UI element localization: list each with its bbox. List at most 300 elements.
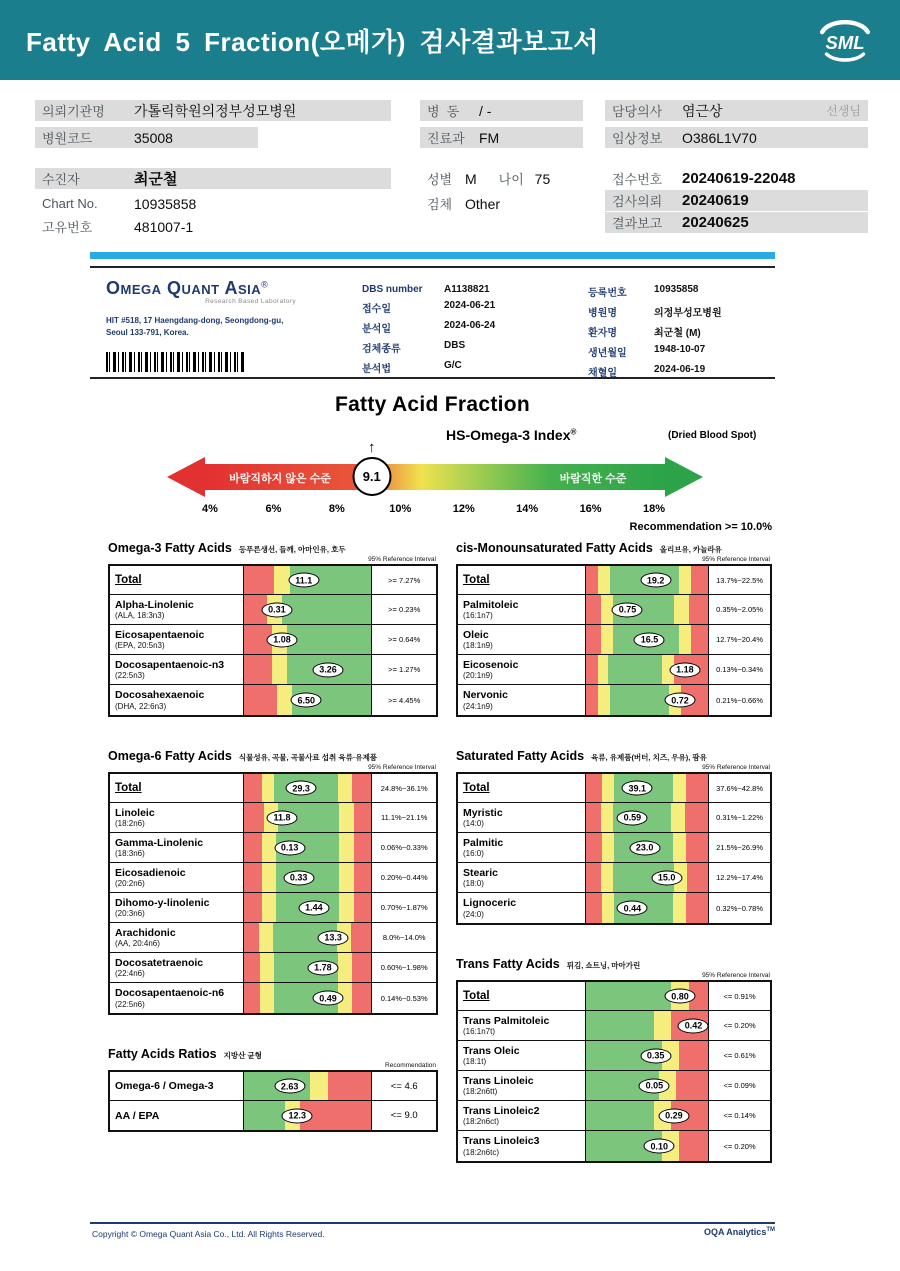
row-reference: <= 0.20% (723, 1021, 756, 1030)
oqa-fields-right (588, 284, 722, 379)
fa-row (458, 863, 770, 893)
value-pill: 19.2 (640, 573, 671, 588)
field-label: 접수번호 (612, 172, 663, 187)
row-reference: 0.06%~0.33% (380, 843, 428, 852)
section-omega6 (108, 749, 438, 1015)
fa-row (458, 1011, 770, 1041)
value-pill: 12.3 (282, 1108, 313, 1123)
bar-segment-green (586, 1011, 654, 1040)
row-name-cell (458, 685, 586, 715)
gauge-right-arrowhead (665, 457, 703, 497)
bar-segment-red (244, 685, 277, 715)
fa-row (458, 982, 770, 1011)
field-label: 검사의뢰 (612, 194, 663, 209)
fa-table (108, 1070, 438, 1132)
sections-col-left (108, 541, 438, 1163)
row-name-cell (110, 983, 244, 1013)
field-clinical-info (605, 127, 868, 148)
field-value: 481007-1 (134, 218, 194, 235)
oqa-field-label: 접수일 (362, 304, 391, 315)
bar-segment-red (687, 863, 708, 892)
gauge-tick-label: 10% (389, 503, 412, 515)
row-reference: 0.13%~0.34% (716, 665, 764, 674)
row-name-cell (110, 685, 244, 715)
fa-row (458, 803, 770, 833)
section-header (108, 749, 438, 763)
section-subtitle: 식물성유, 곡물, 곡물사료 섭취 육류·유제품 (238, 753, 378, 762)
row-name-cell (458, 982, 586, 1010)
row-name: Palmitic (463, 836, 504, 849)
field-label: Chart No. (42, 196, 98, 211)
bar-segment-red (354, 833, 372, 862)
gauge-tick-label: 6% (265, 503, 282, 515)
gauge-tick-label: 8% (328, 503, 345, 515)
fa-table (108, 564, 438, 717)
row-subname: (DHA, 22:6n3) (115, 701, 167, 711)
value-pill: 1.08 (266, 632, 297, 647)
row-subname: (18:2n6tt) (463, 1087, 498, 1097)
value-pill: 0.72 (665, 693, 696, 708)
bar-segment-green (287, 625, 371, 654)
section-subtitle: 등푸른생선, 들깨, 아마인유, 호두 (238, 545, 346, 554)
fa-row (110, 685, 436, 715)
row-bar (244, 893, 373, 922)
oqa-field-value: 1948-10-07 (654, 344, 706, 355)
oqa-field-label: 채혈일 (588, 368, 617, 379)
bar-segment-red (685, 803, 708, 832)
row-name-cell (110, 774, 244, 802)
reference-interval-header: 95% Reference Interval (702, 972, 770, 979)
value-pill: 11.1 (288, 573, 319, 588)
fa-row (458, 833, 770, 863)
row-subname: (18:0) (463, 879, 484, 889)
bar-segment-red (354, 803, 372, 832)
oqa-analytics-brand (90, 1227, 775, 1237)
section-header (456, 749, 772, 763)
row-reference: >= 0.64% (388, 635, 421, 644)
fa-table (456, 980, 772, 1163)
oqa-field-label: 분석일 (362, 324, 391, 335)
row-name: Trans Oleic (463, 1044, 520, 1057)
section-trans (456, 957, 772, 1163)
fa-row (110, 1101, 436, 1130)
row-name: Docosapentaenoic-n6 (115, 987, 225, 1000)
row-reference: <= 9.0 (390, 1110, 418, 1121)
row-name: Myristic (463, 806, 503, 819)
oqa-address-line2: Seoul 133-791, Korea. (106, 328, 189, 338)
gauge-tick-label: 12% (452, 503, 475, 515)
bar-segment-red (586, 655, 598, 684)
field-examinee (35, 168, 391, 189)
oqa-logo-text: Omega Quant Asia (106, 278, 262, 298)
row-subname: (18:3n6) (115, 849, 145, 859)
bar-segment-red (352, 983, 371, 1013)
field-value: Other (465, 195, 501, 212)
brand-text: OQA Analytics (703, 1227, 767, 1237)
field-value: 최군철 (134, 171, 178, 188)
row-name-cell (110, 655, 244, 684)
row-name: Omega-6 / Omega-3 (115, 1080, 214, 1093)
section-title: Trans Fatty Acids (456, 957, 560, 971)
bar-segment-yellow (260, 983, 274, 1013)
bar-segment-red (351, 923, 371, 952)
fa-row (110, 893, 436, 923)
row-reference: 21.5%~26.9% (716, 843, 764, 852)
value-pill: 0.05 (639, 1078, 670, 1093)
row-bar (244, 566, 373, 594)
field-value: FM (479, 129, 500, 146)
row-bar (586, 774, 709, 802)
fa-row (458, 685, 770, 715)
row-name: Docosapentaenoic-n3 (115, 658, 225, 671)
bar-segment-red (586, 774, 602, 802)
row-subname: (16:1n7) (463, 611, 493, 621)
field-specimen (420, 193, 605, 214)
value-pill: 0.42 (678, 1018, 709, 1033)
fa-row (110, 595, 436, 625)
section-saturated (456, 749, 772, 925)
row-subname: (18:1t) (463, 1057, 487, 1067)
bar-segment-red (686, 833, 708, 862)
bar-segment-yellow (601, 595, 613, 624)
oqa-header-section (90, 266, 775, 379)
value-pill: 1.78 (307, 960, 338, 975)
row-name: Arachidonic (115, 926, 176, 939)
bar-segment-yellow (260, 953, 274, 982)
reference-interval-header: 95% Reference Interval (702, 764, 770, 771)
reference-interval-header: Recommendation (385, 1062, 436, 1069)
bar-segment-red (352, 774, 371, 802)
row-name: Total (115, 573, 142, 586)
section-subtitle: 튀김, 쇼트닝, 마아가린 (566, 961, 641, 970)
fa-row (458, 1131, 770, 1161)
bar-segment-yellow (598, 655, 608, 684)
field-request-date (605, 190, 868, 211)
row-subname: (18:2n6ct) (463, 1117, 500, 1127)
value-pill: 0.13 (274, 840, 305, 855)
row-bar (586, 893, 709, 923)
value-pill: 1.44 (298, 900, 329, 915)
bar-segment-red (586, 833, 602, 862)
bar-segment-yellow (673, 833, 686, 862)
fa-row (458, 1101, 770, 1131)
sml-logo-graphic (816, 14, 874, 66)
section-subtitle: 올리브유, 카놀라유 (659, 545, 722, 554)
row-reference: 11.1%~21.1% (381, 813, 428, 822)
value-pill: 13.3 (318, 930, 349, 945)
row-subname: (20:2n6) (115, 879, 145, 889)
doctor-honorific: 선생님 (826, 104, 861, 118)
footer-divider (90, 1222, 775, 1224)
row-subname: (18:2n6) (115, 819, 145, 829)
bar-segment-red (244, 833, 262, 862)
row-name: Stearic (463, 866, 499, 879)
row-bar (586, 1131, 709, 1161)
gauge-bad-label: 바람직하지 않은 수준 (229, 473, 331, 485)
section-header (108, 541, 438, 555)
field-label: 담당의사 (612, 104, 663, 119)
value-pill: 0.44 (617, 901, 648, 916)
gauge-left-arrowhead (167, 457, 205, 497)
bar-segment-red (679, 1041, 708, 1070)
row-bar (586, 1101, 709, 1130)
field-unique-no (35, 216, 335, 237)
row-name: Oleic (463, 628, 489, 641)
oqa-logo-tagline: Research Based Laboratory (205, 298, 296, 305)
row-reference: 12.2%~17.4% (716, 873, 764, 882)
value-pill: 15.0 (651, 870, 682, 885)
section-header (456, 957, 772, 971)
row-reference: <= 0.14% (723, 1111, 756, 1120)
fa-row (110, 1072, 436, 1101)
row-reference: 37.6%~42.8% (716, 783, 764, 793)
row-bar (244, 983, 373, 1013)
row-name: Linoleic (115, 806, 155, 819)
bar-segment-red (354, 863, 372, 892)
gauge-tick-label: 18% (642, 503, 666, 515)
value-pill: 11.8 (266, 810, 297, 825)
field-org (35, 100, 391, 121)
oqa-field-label: 분석법 (362, 364, 391, 375)
value-pill: 0.75 (612, 602, 643, 617)
section-title: Saturated Fatty Acids (456, 749, 585, 763)
section-subtitle: 육류, 유제품(버터, 치즈, 우유), 팜유 (591, 753, 707, 762)
row-name: Docosahexaenoic (115, 689, 205, 702)
row-subname: (16:0) (463, 849, 484, 859)
row-name-cell (110, 893, 244, 922)
section-omega3 (108, 541, 438, 717)
oqa-field-value: DBS (444, 340, 466, 351)
field-value: / - (479, 102, 492, 119)
row-name-cell (110, 625, 244, 654)
row-bar (244, 685, 373, 715)
field-value: 20240625 (682, 214, 749, 231)
row-bar (586, 1071, 709, 1100)
bar-segment-yellow (338, 953, 352, 982)
row-subname: (14:0) (463, 819, 484, 829)
fa-row (458, 1071, 770, 1101)
row-subname: (22:5n6) (115, 999, 145, 1009)
bar-segment-red (354, 893, 372, 922)
row-name: Eicosadienoic (115, 866, 186, 879)
field-value: 20240619 (682, 192, 749, 209)
omega3-index-text: HS-Omega-3 Index (446, 427, 571, 443)
fa-table (456, 772, 772, 925)
bar-segment-red (244, 655, 272, 684)
oqa-field-value: 2024-06-21 (444, 300, 496, 311)
value-pill: 0.80 (665, 989, 696, 1004)
row-name: Total (115, 781, 142, 794)
value-pill: 2.63 (274, 1079, 305, 1094)
fa-row (458, 1041, 770, 1071)
row-reference: 0.14%~0.53% (380, 993, 428, 1003)
row-reference: 0.32%~0.78% (716, 903, 764, 913)
value-pill: 6.50 (291, 693, 322, 708)
bar-segment-red (244, 566, 275, 594)
bar-segment-red (689, 595, 709, 624)
row-subname: (24:0) (463, 909, 484, 919)
row-bar (586, 863, 709, 892)
value-pill: 1.18 (669, 662, 700, 677)
row-name: Total (463, 781, 490, 794)
bar-segment-red (679, 1131, 708, 1161)
row-name-cell (458, 595, 586, 624)
row-bar (586, 833, 709, 862)
field-label: 의뢰기관명 (42, 104, 105, 119)
row-bar (586, 982, 709, 1010)
bar-segment-red (244, 953, 261, 982)
row-subname: (16:1n7t) (463, 1027, 496, 1037)
bar-segment-red (686, 893, 708, 923)
row-name-cell (458, 655, 586, 684)
row-name: Trans Linoleic (463, 1074, 534, 1087)
fa-row (110, 983, 436, 1013)
bar-segment-red (586, 893, 602, 923)
registered-mark-icon: ® (570, 427, 577, 437)
row-reference: 0.35%~2.05% (716, 605, 764, 614)
bar-segment-yellow (259, 923, 273, 952)
field-value: M (465, 170, 477, 187)
row-name: Nervonic (463, 689, 508, 702)
bar-segment-red (352, 953, 371, 982)
sections-col-right (456, 541, 772, 1163)
gauge-tick-label: 16% (579, 503, 602, 515)
bar-segment-red (586, 863, 601, 892)
row-subname: (20:1n9) (463, 671, 493, 681)
field-value: 10935858 (134, 195, 197, 212)
bar-segment-yellow (272, 655, 287, 684)
row-bar (244, 774, 373, 802)
row-name-cell (458, 1011, 586, 1040)
oqa-field-value: G/C (444, 360, 462, 371)
row-reference: <= 0.20% (723, 1141, 756, 1151)
barcode-image (106, 352, 244, 372)
gauge-tick-label: 14% (516, 503, 539, 515)
bar-segment-red (328, 1072, 371, 1100)
row-reference: 0.21%~0.66% (716, 695, 764, 705)
field-ward (420, 100, 583, 121)
gauge-good-label: 바람직한 수준 (559, 473, 627, 485)
field-hospital-code (35, 127, 258, 148)
bar-segment-red (686, 774, 708, 802)
bar-segment-green (586, 982, 672, 1010)
value-pill: 0.59 (617, 810, 648, 825)
row-name: Trans Linoleic2 (463, 1104, 540, 1117)
row-name-cell (110, 1101, 244, 1130)
row-reference: 0.31%~1.22% (716, 813, 764, 822)
row-reference: 12.7%~20.4% (716, 635, 764, 644)
section-subtitle: 지방산 균형 (223, 1051, 262, 1060)
oqa-address-line1: HIT #518, 17 Haengdang-dong, Seongdong-gu, (106, 316, 284, 325)
oqa-field-label: 환자명 (588, 328, 617, 339)
fa-table (108, 772, 438, 1015)
value-pill: 0.10 (644, 1139, 675, 1154)
copyright-text: Copyright © Omega Quant Asia Co., Ltd. All Rights Reserved. (92, 1229, 325, 1239)
row-name-cell (458, 893, 586, 923)
value-pill: 39.1 (622, 781, 653, 796)
row-name: Dihomo-y-linolenic (115, 896, 210, 909)
bar-segment-yellow (654, 1011, 671, 1040)
bar-segment-red (691, 625, 708, 654)
section-title: Fatty Acids Ratios (108, 1047, 217, 1061)
omega3-index-label (446, 427, 576, 443)
section-title: Omega-3 Fatty Acids (108, 541, 232, 555)
row-subname: (20:3n6) (115, 909, 145, 919)
row-name-cell (110, 1072, 244, 1100)
fa-row (458, 774, 770, 803)
bar-segment-green (282, 595, 371, 624)
row-bar (244, 953, 373, 982)
fa-row (110, 833, 436, 863)
row-reference: <= 0.61% (723, 1051, 756, 1060)
value-pill: 0.33 (283, 870, 314, 885)
bar-segment-red (586, 625, 601, 654)
fa-row (110, 566, 436, 595)
row-bar (244, 923, 373, 952)
field-value: 75 (534, 170, 551, 187)
bar-segment-yellow (598, 566, 610, 594)
field-value: 20240619-22048 (682, 170, 796, 187)
section-main-title: Fatty Acid Fraction (334, 393, 531, 416)
row-name-cell (458, 803, 586, 832)
report-title: Fatty Acid 5 Fraction(오메가) 검사결과보고서 (26, 26, 599, 57)
bar-segment-yellow (674, 595, 689, 624)
row-bar (586, 685, 709, 715)
row-name: Eicosenoic (463, 658, 519, 671)
reference-interval-header: 95% Reference Interval (368, 556, 436, 563)
row-name: AA / EPA (115, 1109, 160, 1122)
recommendation-text: Recommendation >= 10.0% (629, 521, 772, 533)
row-name: Palmitoleic (463, 598, 519, 611)
fa-row (110, 953, 436, 983)
value-pill: 0.49 (312, 991, 343, 1006)
row-subname: (EPA, 20:5n3) (115, 641, 165, 651)
field-label: 임상정보 (612, 131, 663, 146)
fa-row (458, 595, 770, 625)
section-cis (456, 541, 772, 717)
bar-segment-yellow (679, 625, 691, 654)
oqa-fields-left (362, 284, 495, 375)
row-bar (586, 655, 709, 684)
bar-segment-yellow (310, 1072, 328, 1100)
row-bar (586, 625, 709, 654)
row-bar (244, 803, 373, 832)
fa-row (110, 774, 436, 803)
row-name-cell (458, 1041, 586, 1070)
bar-segment-red (244, 774, 262, 802)
gauge-value: 9.1 (362, 469, 381, 484)
row-subname: (AA, 20:4n6) (115, 939, 160, 949)
oqa-field-label: 등록번호 (588, 288, 627, 299)
field-value: 35008 (134, 129, 173, 146)
blue-divider (90, 252, 775, 259)
oqa-field-label: 검체종류 (362, 344, 401, 355)
field-label: 병 동 (427, 104, 460, 119)
oqa-field-value: 10935858 (654, 284, 699, 295)
row-name-cell (110, 953, 244, 982)
field-department (420, 127, 583, 148)
bar-segment-yellow (601, 625, 613, 654)
oqa-field-value: A1138821 (444, 284, 490, 295)
field-label: 나이 (498, 172, 524, 187)
registered-mark-icon: ® (261, 279, 268, 290)
bar-segment-yellow (338, 774, 352, 802)
dried-blood-spot-note: (Dried Blood Spot) (668, 430, 757, 441)
field-label: 고유번호 (42, 220, 93, 235)
section-ratios (108, 1047, 438, 1132)
value-pill: 16.5 (634, 632, 665, 647)
field-sex-age (420, 168, 605, 189)
